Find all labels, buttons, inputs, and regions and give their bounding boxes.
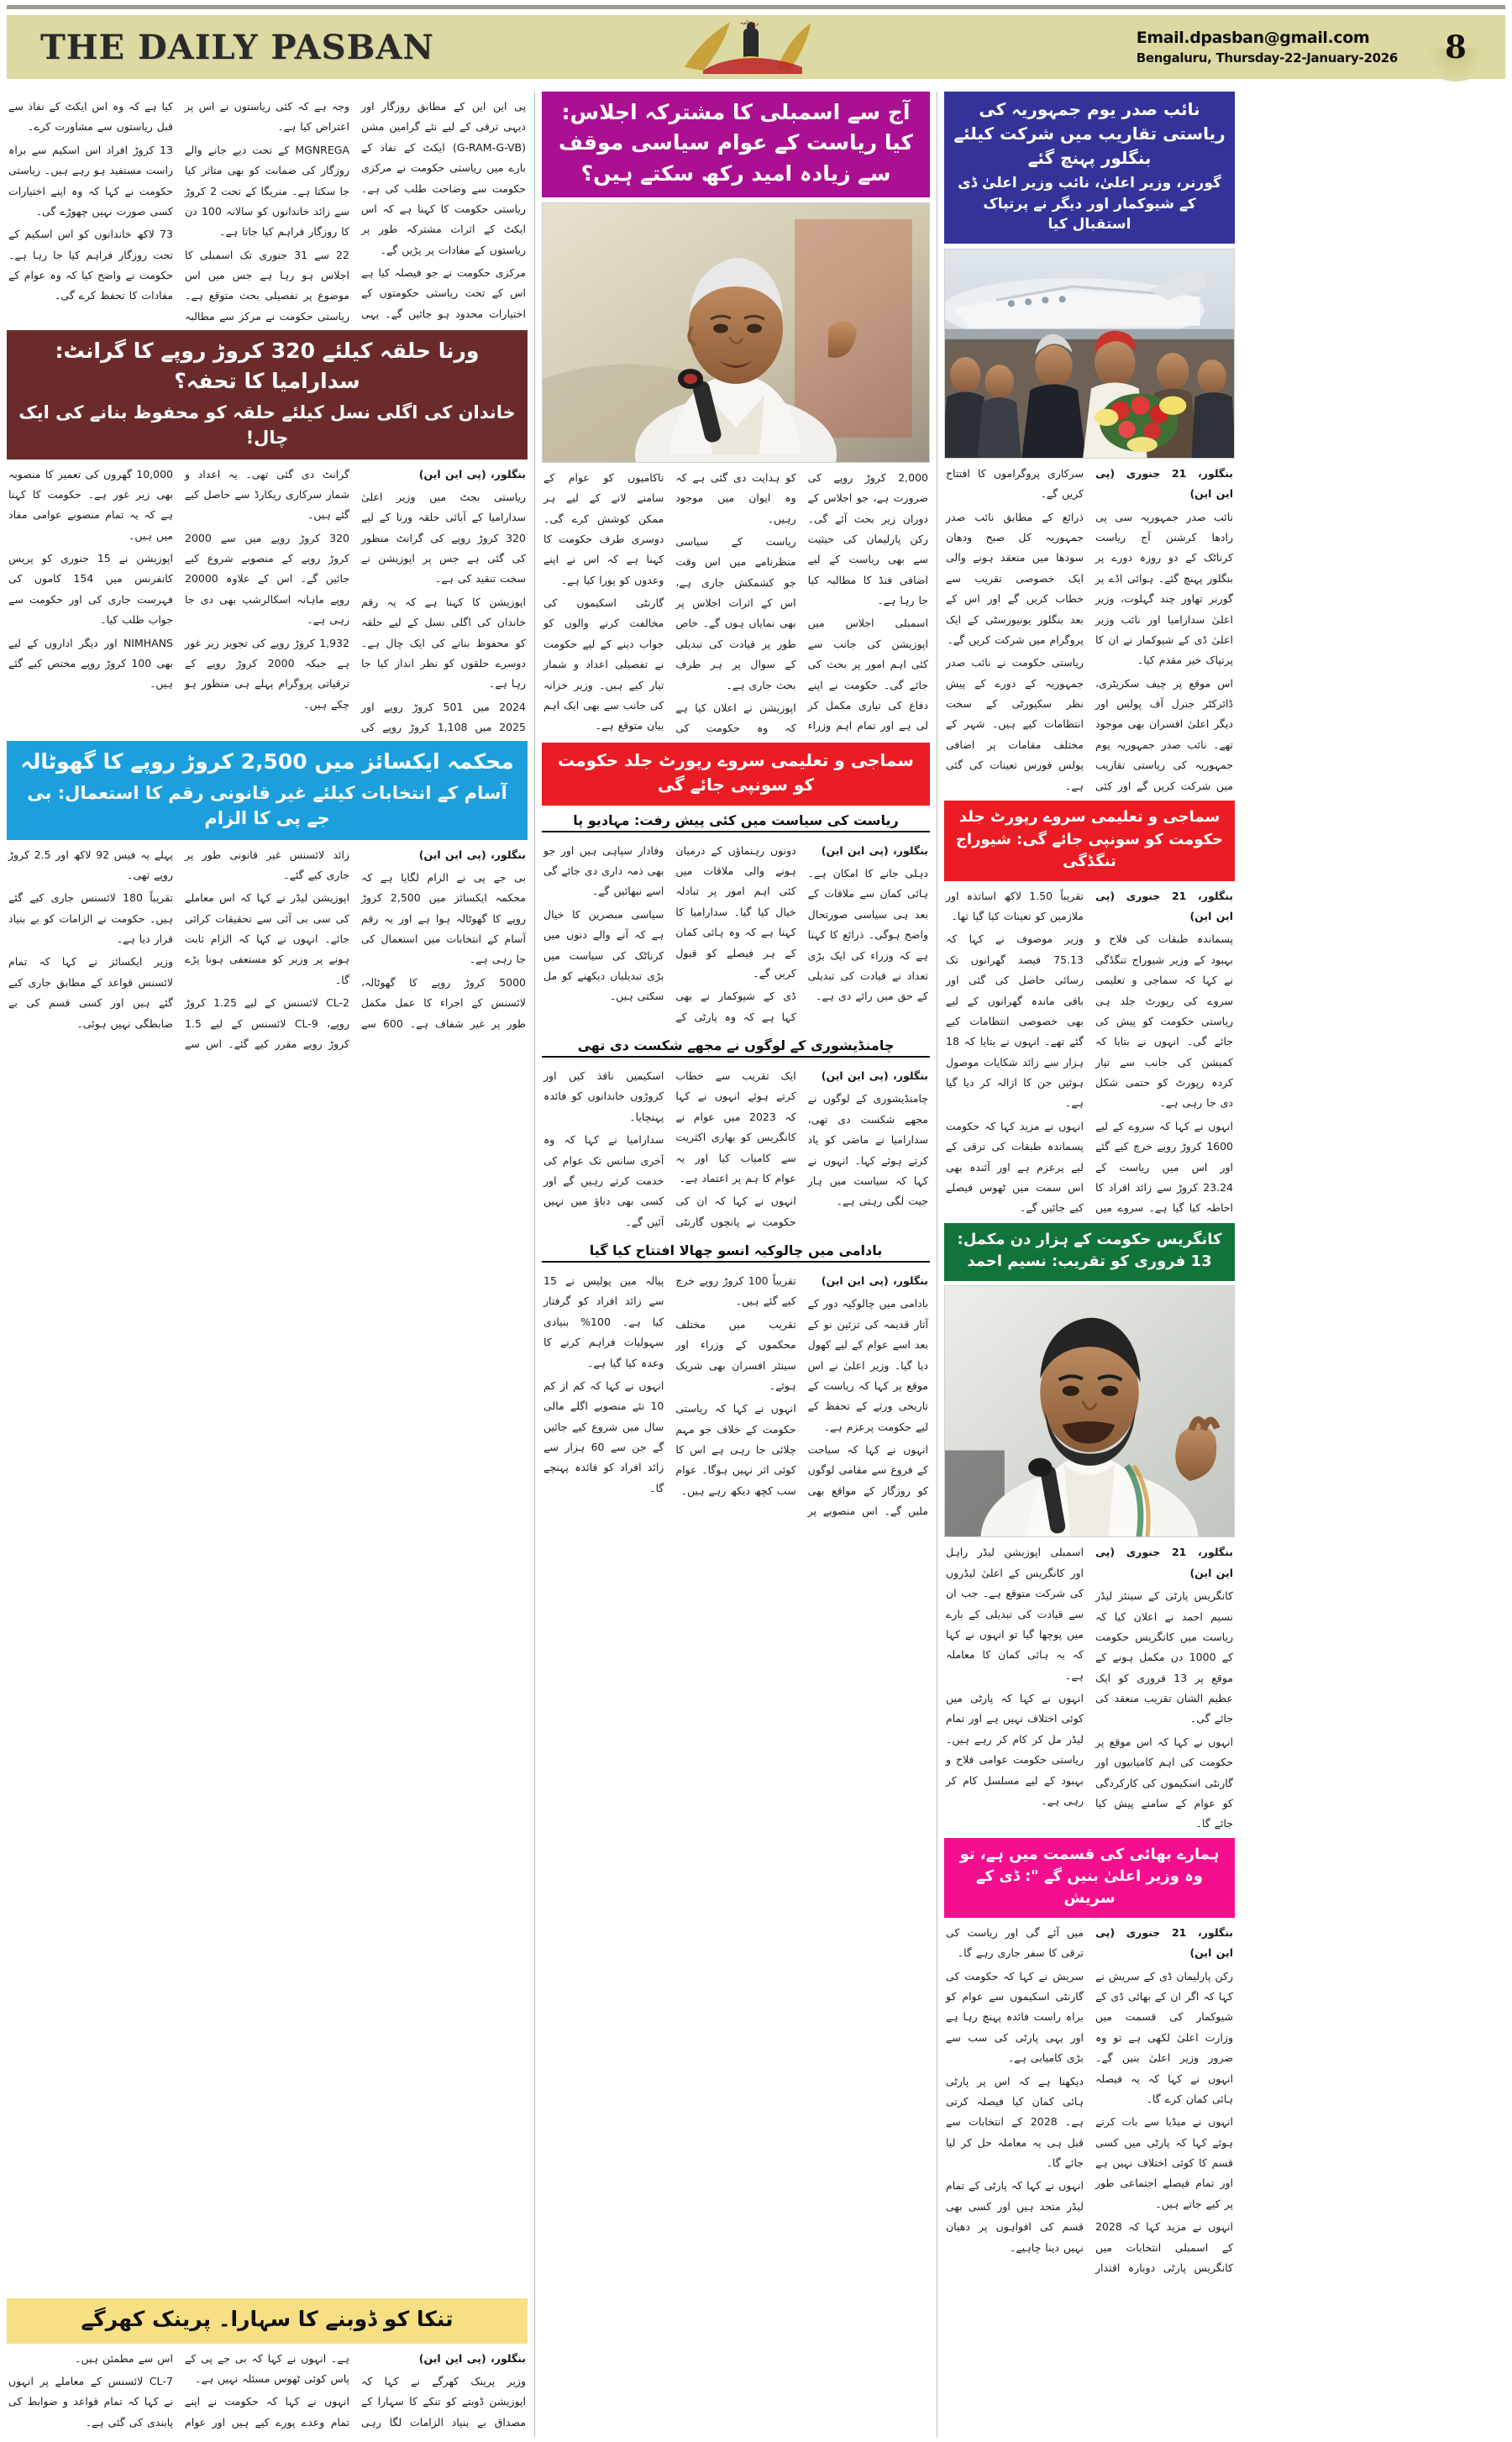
banner-vice-president-visit (944, 92, 1235, 244)
paragraph: اسمبلی اپوزیشن لیڈر راہل اور کانگریس کے اعلیٰ لیڈروں کی شرکت متوقع ہے۔ جب ان سے قیادت کی تبدیلی کے بارے میں پوچھا گیا تو انہوں نے کہا کہ یہ ہائی کمان کا معاملہ ہے۔ (946, 1546, 1084, 1682)
left-column (944, 92, 1235, 2437)
paragraph: اپوزیشن نے 15 جنوری کو پریس کانفرنس میں 154 کاموں کی فہرست جاری کی اور حکومت سے جواب طلب کیا۔ (8, 552, 173, 627)
paragraph: MGNREGA کے تحت دیے جانے والے روزگار کی ضمانت کو بھی متاثر کیا جا سکتا ہے۔ منریگا کے تحت 2 کروڑ سے زائد خاندانوں کو سالانہ 100 دن کا روزگار فراہم کیا جاتا ہے۔ (185, 143, 349, 239)
paragraph: NIMHANS اور دیگر اداروں کے لیے بھی 100 کروڑ روپے مختص کیے گئے ہیں۔ (8, 636, 173, 691)
paragraph: 1,932 کروڑ روپے کی تجویز زیر غور ہے جبکہ 2000 کروڑ روپے کے ترقیاتی پروگرام پہلے ہی منظور ہو چکے ہیں۔ (185, 636, 349, 711)
paragraph: نائب صدر جمہوریہ سی پی رادھا کرشنن آج ریاست کرناٹک کے دو روزہ دورے پر بنگلور پہنچ گئے۔ ہوائی اڈے پر گورنر تھاور چند گہلوت، وزیر اعلیٰ سدارامیا اور نائب وزیر اعلیٰ ڈی کے شیوکمار نے ان کا پرتپاک خیر مقدم کیا۔ (1095, 510, 1233, 667)
paragraph: دیکھنا ہے کہ اس پر پارٹی ہائی کمان کیا فیصلہ کرتی ہے۔ 2028 کے انتخابات سے قبل ہی یہ معاملہ حل کر لیا جائے گا۔ (946, 2074, 1084, 2170)
paragraph: انہوں نے مزید کہا کہ حکومت پسماندہ طبقات کی ترقی کے لیے پرعزم ہے اور آئندہ بھی اس سمت میں ٹھوس فیصلے کیے جائیں گے۔ (946, 1119, 1084, 1215)
paragraph: انہوں نے کہا کہ اس موقع پر حکومت کی اہم کامیابیوں اور گارنٹی اسکیموں کی کارکردگی کو عوام کے سامنے پیش کیا جائے گا۔ (1095, 1735, 1233, 1830)
newspaper-page (0, 5, 1512, 2442)
banner-assembly-session (542, 92, 930, 197)
paragraph: اپوزیشن کا کہنا ہے کہ یہ رقم خاندان کی اگلی نسل کے لیے حلقہ کو محفوظ بنانے کی ایک چال ہے۔ دوسرے حلقوں کو نظر انداز کیا جا رہا ہے۔ (361, 595, 526, 691)
banner-line-1: تنکا کو ڈوبنے کا سہارا۔ پرینک کھرگے (81, 2307, 454, 2332)
paragraph: تقریب میں مختلف محکموں کے وزراء اور سینئر افسران بھی شریک ہوئے۔ (675, 1317, 796, 1392)
paragraph: پی این این کے مطابق روزگار اور دیہی ترقی کے لیے نئے گرامین مشن (G-RAM-G-VB) ایکٹ کے نفاذ کے بارے میں ریاستی حکومت نے مرکزی حکومت سے وضاحت طلب کی ہے۔ ریاستی حکومت کا کہنا ہے کہ اس ایکٹ کے اثرات مشترکہ طور پر ریاستوں کے مفادات پر پڑیں گے۔ (361, 100, 526, 256)
paragraph: 10,000 گھروں کی تعمیر کا منصوبہ بھی زیر غور ہے۔ حکومت کا کہنا ہے کہ یہ تمام منصوبے عوامی مفاد میں ہیں۔ (8, 467, 173, 542)
paragraph (1095, 886, 1233, 927)
masthead-title-english: THE DAILY PASBAN (40, 27, 434, 67)
paragraph: 13 کروڑ افراد اس اسکیم سے براہ راست مستفید ہو رہے ہیں۔ ریاستی حکومت نے کہا کہ وہ اپنے اختیارات کسی صورت نہیں چھوڑے گی۔ (8, 143, 173, 218)
paragraph: 320 کروڑ روپے میں سے 2000 کروڑ روپے کے منصوبے شروع کیے جائیں گے۔ اس کے علاوہ 20000 روپے ماہانہ اسکالرشپ بھی دی جا رہی ہے۔ (185, 531, 349, 627)
mid-article-politics (542, 836, 930, 1031)
masthead-urdu-logo (659, 15, 853, 79)
page-number-block (1406, 28, 1505, 66)
paragraph: CL-2 لائسنس کے لیے 1.25 کروڑ روپے، CL-9 لائسنس کے لیے 1.5 کروڑ روپے مقرر کیے گئے۔ اس سے پہلے یہ فیس 92 لاکھ اور 2.5 کروڑ روپے تھی۔ (8, 848, 349, 1050)
paragraph: سدارامیا نے کہا کہ وہ آخری سانس تک عوام کی خدمت کرتے رہیں گے اور کسی بھی دباؤ میں نہیں آئیں گے۔ (543, 1133, 664, 1228)
paragraph: وزیر ایکسائز نے کہا کہ تمام لائسنس قواعد کے مطابق جاری کیے گئے ہیں اور کسی قسم کی بے ضابطگی نہیں ہوئی۔ (8, 955, 173, 1030)
page-number: 8 (1445, 28, 1467, 66)
banner-congress-1000-days (944, 1223, 1235, 1281)
photo-congress-leader (944, 1285, 1235, 1537)
left-article-congress (944, 1537, 1235, 1837)
paragraph: وزیر موصوف نے کہا کہ 75.13 فیصد گھرانوں تک رسائی حاصل کی گئی اور باقی ماندہ گھرانوں کے لیے بھی خصوصی انتظامات کیے گئے تھے۔ انہوں نے بتایا کہ 18 ہزار سے زائد شکایات موصول ہوئیں جن کا ازالہ کر دیا گیا ہے۔ (946, 932, 1084, 1110)
masthead-contact (1137, 29, 1398, 66)
right-column (7, 92, 528, 2437)
banner-varuna-grant (7, 330, 528, 459)
banner-line-1: کانگریس حکومت کے ہزار دن مکمل: 13 فروری کو تقریب: نسیم احمد (957, 1231, 1222, 1271)
left-article-survey (944, 881, 1235, 1224)
banner-survey-report-mid (542, 743, 930, 806)
paragraph: سریش نے کہا کہ حکومت کی گارنٹی اسکیموں سے عوام کو براہ راست فائدہ پہنچ رہا ہے اور یہی پارٹی کی سب سے بڑی کامیابی ہے۔ (946, 1969, 1084, 2065)
paragraph: اسمبلی اجلاس میں اپوزیشن کی جانب سے کئی اہم امور پر بحث کی جائے گی۔ حکومت نے اپنے دفاع کی تیاری مکمل کر لی ہے اور تمام اہم وزراء کو ہدایت دی گئی ہے کہ وہ ایوان میں موجود رہیں۔ (675, 470, 928, 733)
subhead-chamundeshwari: چامنڈیشوری کے لوگوں نے مجھے شکست دی تھی (542, 1037, 930, 1058)
paragraph: 73 لاکھ خاندانوں کو اس اسکیم کے تحت روزگار فراہم کیا جا رہا ہے۔ حکومت نے واضح کیا کہ وہ عوام کے مفادات کا تحفظ کرے گی۔ (8, 228, 173, 302)
paragraph: اپوزیشن نے اعلان کیا ہے کہ وہ حکومت کی ناکامیوں کو عوام کے سامنے لانے کے لیے ہر ممکن کوشش کرے گی۔ دوسری طرف حکومت کا کہنا ہے کہ اس نے اپنے وعدوں کو پورا کیا ہے۔ (543, 470, 796, 735)
paragraph: کانگریس پارٹی کے سینئر لیڈر نسیم احمد نے اعلان کیا کہ ریاست میں کانگریس حکومت کے 1000 دن مکمل ہونے کے موقع پر 13 فروری کو ایک عظیم الشان تقریب منعقد کی جائے گی۔ (1095, 1589, 1234, 1725)
dateline: بنگلور، 21 جنوری (پی این این) (1095, 889, 1233, 923)
paragraph: مرکزی حکومت نے جو فیصلہ کیا ہے اس کے تحت ریاستی حکومتوں کے اختیارات محدود ہو جائیں گے۔ یہی وجہ ہے کہ کئی ریاستوں نے اس پر اعتراض کیا ہے۔ (185, 100, 526, 320)
banner-line-1: نائب صدر یوم جمہوریہ کی ریاستی تقاریب میں شرکت کیلئے بنگلور پہنچ گئے (953, 99, 1226, 168)
paragraph: پیالہ میں پولیس نے 15 سے زائد افراد کو گرفتار کیا ہے۔ 100% بنیادی سہولیات فراہم کرنے کا وعدہ کیا گیا ہے۔ (543, 1274, 664, 1369)
paragraph: ریاستی حکومت نے نائب صدر جمہوریہ کے دورے کے پیش نظر سکیورٹی کے سخت انتظامات کیے ہیں۔ شہر کے مختلف مقامات پر اضافی پولس فورس تعینات کی گئی ہے۔ (946, 656, 1084, 792)
banner-line-2: خاندان کی اگلی نسل کیلئے حلقہ کو محفوظ بنانے کی ایک چال! (18, 402, 516, 449)
dateline: بنگلور، (پی این این) (418, 467, 526, 481)
paragraph: ذرائع کے مطابق نائب صدر جمہوریہ کل صبح ودھان سودھا میں منعقد ہونے والی ایک خصوصی تقریب سے خطاب کریں گے اور اس کے بعد بنگلور یونیورسٹی کے ایک پروگرام میں شرکت کریں گے۔ (946, 510, 1084, 646)
banner-line-1: ہمارے بھائی کی قسمت میں ہے، تو وہ وزیر اعلیٰ بنیں گے ": ڈی کے سریش (959, 1845, 1220, 1907)
right-article-varuna (7, 460, 528, 742)
dateline: بنگلور، (پی این این) (821, 843, 928, 857)
paragraph: 7-CL لائسنس کے معاملے پر انہوں نے کہا کہ تمام قواعد و ضوابط کی پابندی کی گئی ہے۔ (8, 2374, 173, 2429)
banner-line-1: آج سے اسمبلی کا مشترکہ اجلاس: کیا ریاست کے عوام سیاسی موقف سے زیادہ امید رکھ سکتے ہیں؟ (558, 100, 914, 186)
paragraph (1095, 1542, 1233, 1583)
paragraph (808, 841, 928, 861)
paragraph: بی جے پی نے الزام لگایا ہے کہ محکمہ ایکسائز میں 2,500 کروڑ روپے کا گھوٹالہ ہوا ہے اور یہ رقم آسام کے انتخابات میں استعمال کی جا رہی ہے۔ (361, 870, 526, 966)
paragraph (361, 845, 526, 865)
paragraph: چامنڈیشوری کے لوگوں نے مجھے شکست دی تھی، سدارامیا نے ماضی کو یاد کرتے ہوئے کہا۔ انہوں نے کہا کہ سیاست میں ہار جیت لگی رہتی ہے۔ (807, 1092, 928, 1208)
paragraph: انہوں نے میڈیا سے بات کرتے ہوئے کہا کہ پارٹی میں کسی قسم کا کوئی اختلاف نہیں ہے اور تمام فیصلے اجتماعی طور پر کیے جاتے ہیں۔ (1095, 2115, 1233, 2210)
masthead (7, 15, 1505, 79)
banner-line-1: سماجی و تعلیمی سروے رپورٹ جلد حکومت کو سونپی جائے گی (558, 749, 914, 795)
banner-line-2: آسام کے انتخابات کیلئے غیر قانونی رقم کا استعمال: بی جے پی کا الزام (27, 782, 507, 829)
paragraph (361, 465, 526, 485)
left-article-suresh (944, 1918, 1235, 2437)
left-article-vp (944, 459, 1235, 801)
banner-survey-report-left (944, 801, 1235, 880)
dateline: بنگلور، (پی این این) (821, 1069, 928, 1082)
paragraph: انہوں نے کہا کہ کم از کم 10 نئے منصوبے اگلے مالی سال میں شروع کیے جائیں گے جن سے 60 ہزار سے زائد افراد کو فائدہ پہنچے گا۔ (543, 1379, 664, 1494)
paragraph (808, 1066, 928, 1086)
paragraph: ریاست کے سیاسی منظرنامے میں اس وقت جو کشمکش جاری ہے، اس کے اثرات اجلاس پر بھی نمایاں ہوں گے۔ خاص طور پر قیادت کی تبدیلی کے سوال پر ہر طرف بحث جاری ہے۔ (675, 534, 796, 691)
middle-column (542, 92, 930, 2437)
dateline: بنگلور، (پی این این) (418, 2351, 526, 2365)
paragraph: تقریباً 180 لائسنس جاری کیے گئے ہیں۔ حکومت نے الزامات کو بے بنیاد قرار دیا ہے۔ (8, 891, 174, 945)
dateline: بنگلور، 21 جنوری (پی این این) (1095, 1925, 1233, 1960)
right-article-excise (7, 840, 528, 2299)
paragraph: سیاسی مبصرین کا خیال ہے کہ آنے والے دنوں میں کرناٹک کی سیاست میں بڑی تبدیلیاں دیکھنے کو مل سکتی ہیں۔ (543, 907, 664, 1003)
paragraph (808, 1271, 928, 1291)
masthead-place-date: Bengaluru, Thursday-22-January-2026 (1136, 50, 1398, 66)
subhead-state-politics: ریاست کی سیاست میں کئی پیش رفت: مہادیو پا (542, 812, 930, 832)
paragraph: انہوں نے کہا کہ سیاحت کے فروغ سے مقامی لوگوں کو روزگار کے مواقع بھی ملیں گے۔ اس منصوبے پر تقریباً 100 کروڑ روپے خرچ کیے گئے ہیں۔ (675, 1274, 928, 1518)
banner-line-1: محکمہ ایکسائز میں 2,500 کروڑ روپے کا گھوٹالہ (20, 749, 514, 775)
dateline: بنگلور، (پی این این) (821, 1274, 928, 1287)
paragraph: انہوں نے کہا کہ سروے کے لیے 1600 کروڑ روپے خرچ کیے گئے اور اس میں ریاست کے 23.24 کروڑ سے زائد افراد کا احاطہ کیا گیا ہے۔ سروے میں تقریباً 1.50 لاکھ اساتذہ اور ملازمین کو تعینات کیا گیا تھا۔ (946, 889, 1233, 1215)
mid-article-assembly (542, 463, 930, 743)
paragraph: انہوں نے کہا کہ حکومت نے اپنے تمام وعدے پورے کیے ہیں اور عوام اس سے مطمئن ہیں۔ (75, 2351, 349, 2429)
right-article-top (7, 92, 528, 330)
paragraph: انہوں نے مزید کہا کہ 2028 کے اسمبلی انتخابات میں کانگریس پارٹی دوبارہ اقتدار میں آئے گی اور ریاست کی ترقی کا سفر جاری رہے گا۔ (946, 1925, 1233, 2274)
paragraph: 5000 کروڑ روپے کا گھوٹالہ، لائسنس کے اجراء کا عمل مکمل طور پر غیر شفاف ہے۔ 600 سے زائد لائسنس غیر قانونی طور پر جاری کیے گئے۔ (185, 848, 526, 1030)
paragraph: انہوں نے کہا کہ پارٹی میں کوئی اختلاف نہیں ہے اور تمام لیڈر مل کر کام کر رہے ہیں۔ ریاستی حکومت عوامی فلاح و بہبود کے لیے مسلسل کام کر رہی ہے۔ (946, 1692, 1084, 1807)
paragraph: اس موقع پر چیف سکریٹری، ڈائرکٹر جنرل آف پولس اور دیگر اعلیٰ افسران بھی موجود تھے۔ نائب صدر جمہوریہ یوم جمہوریہ کی ریاستی تقاریب میں شرکت کریں گے اور کئی سرکاری پروگراموں کا افتتاح کریں گے۔ (946, 466, 1233, 792)
subhead-badami: بادامی میں چالوکیہ انسو چھالا افتتاح کیا گیا (542, 1242, 930, 1263)
paragraph: 2024 میں 501 کروڑ روپے اور 2025 میں 1,108 کروڑ روپے کی گرانٹ دی گئی تھی۔ یہ اعداد و شمار سرکاری ریکارڈ سے حاصل کیے گئے ہیں۔ (185, 467, 526, 733)
column-divider (534, 92, 535, 2437)
photo-siddaramaiah (542, 202, 930, 463)
photo-airport-welcome (944, 249, 1235, 459)
paragraph (361, 2349, 526, 2369)
paragraph (1095, 1923, 1233, 1964)
paragraph: 22 سے 31 جنوری تک اسمبلی کا اجلاس ہو رہا ہے جس میں اس موضوع پر تفصیلی بحث متوقع ہے۔ ریاستی حکومت نے مرکز سے مطالبہ کیا ہے کہ وہ اس ایکٹ کے نفاذ سے قبل ریاستوں سے مشاورت کرے۔ (8, 100, 349, 323)
paragraph: دہلی جانے کا امکان ہے۔ ہائی کمان سے ملاقات کے بعد ہی سیاسی صورتحال واضح ہوگی۔ ذرائع کا کہنا ہے کہ وزراء کی ایک بڑی تعداد نے قیادت کی تبدیلی کے حق میں رائے دی ہے۔ (807, 867, 928, 1003)
dateline: بنگلور، 21 جنوری (پی این این) (1095, 1546, 1233, 1579)
masthead-top-rule (7, 5, 1505, 9)
paragraph: ڈی کے شیوکمار نے بھی کہا ہے کہ وہ پارٹی کے وفادار سپاہی ہیں اور جو بھی ذمہ داری دی جائے گی اسے نبھائیں گے۔ (543, 843, 796, 1023)
dateline: بنگلور، (پی این این) (418, 848, 526, 861)
paragraph: انہوں نے کہا کہ پارٹی کے تمام لیڈر متحد ہیں اور کسی بھی قسم کی افواہوں پر دھیان نہیں دینا چاہیے۔ (946, 2179, 1084, 2254)
paragraph (1095, 464, 1233, 505)
paragraph: رکن پارلیمان ڈی کے سریش نے کہا کہ اگر ان کے بھائی ڈی کے شیوکمار کی قسمت میں وزارت اعلیٰ لکھی ہے تو وہ ضرور وزیر اعلیٰ بنیں گے۔ انہوں نے کہا کہ یہ فیصلہ ہائی کمان کرے گا۔ (1095, 1969, 1233, 2105)
banner-line-2: گورنر، وزیر اعلیٰ، نائب وزیر اعلیٰ ڈی کے شیوکمار اور دیگر نے پرتپاک استقبال کیا (958, 175, 1221, 234)
banner-dk-suresh (944, 1838, 1235, 1918)
paragraph: اپوزیشن لیڈر نے کہا کہ اس معاملے کی سی بی آئی سے تحقیقات کرائی جائے۔ انہوں نے کہا کہ الزام ثابت ہونے پر وزیر کو مستعفی ہونا پڑے گا۔ (185, 891, 349, 986)
banner-line-1: سماجی و تعلیمی سروے رپورٹ جلد حکومت کو سونپی جائے گی: شیوراج تنگڈگی (955, 808, 1224, 870)
paragraph: 2,000 کروڑ روپے کی ضرورت ہے، جو اجلاس کے دوران زیر بحث آئے گی۔ رکن پارلیمان کی حیثیت سے بھی ریاست کے لیے اضافی فنڈ کا مطالبہ کیا جا رہا ہے۔ (807, 470, 928, 607)
paragraph: انہوں نے کہا کہ ریاستی حکومت کے خلاف جو مہم چلائی جا رہی ہے اس کا کوئی اثر نہیں ہوگا۔ عوام سب کچھ دیکھ رہے ہیں۔ (675, 1402, 796, 1497)
masthead-email: Email.dpasban@gmail.com (1136, 29, 1370, 47)
paragraph: بادامی میں چالوکیہ دور کے آثار قدیمہ کی تزئین نو کے بعد اسے عوام کے لیے کھول دیا گیا۔ وزیر اعلیٰ نے اس موقع پر کہا کہ ریاست کے تاریخی ورثے کے تحفظ کے لیے حکومت پرعزم ہے۔ (807, 1297, 928, 1433)
svg-text:روزنامہ: روزنامہ (739, 19, 759, 26)
paragraph: گارنٹی اسکیموں کی مخالفت کرنے والوں کو جواب دینے کے لیے حکومت نے تفصیلی اعداد و شمار تیار کیے ہیں۔ وزیر خزانہ کی جانب سے بھی ایک اہم بیان متوقع ہے۔ (543, 596, 664, 733)
banner-line-1: ورنا حلقہ کیلئے 320 کروڑ روپے کا گرانٹ: سدارامیا کا تحفہ؟ (55, 339, 480, 394)
right-article-kharge (7, 2344, 528, 2438)
paragraph: پسماندہ طبقات کی فلاح و بہبود کے وزیر شیوراج تنگڈگی نے کہا کہ سماجی و تعلیمی سروے کی رپورٹ جلد ہی ریاستی حکومت کو پیش کی جائے گی۔ انہوں نے بتایا کہ کمیشن کی جانب سے تیار کردہ رپورٹ کو حتمی شکل دی جا رہی ہے۔ (1095, 932, 1233, 1110)
dateline: بنگلور، 21 جنوری (پی این این) (1095, 466, 1233, 501)
banner-excise-scam (7, 741, 528, 839)
banner-priyank-kharge (7, 2298, 528, 2343)
paragraph: وزیر پرینک کھرگے نے کہا کہ اپوزیشن ڈوبتے کو تنکے کا سہارا کے مصداق بے بنیاد الزامات لگا رہی ہے۔ انہوں نے کہا کہ بی جے پی کے پاس کوئی ٹھوس مسئلہ نہیں ہے۔ (185, 2351, 526, 2429)
mid-article-badami (542, 1266, 930, 2437)
paragraph: ایک تقریب سے خطاب کرتے ہوئے انہوں نے کہا کہ 2023 میں عوام نے کانگریس کو بھاری اکثریت سے کامیاب کیا اور یہ عوام کا ہم پر اعتماد ہے۔ (675, 1069, 796, 1184)
mid-article-chamundeshwari (542, 1061, 930, 1236)
paragraph: ریاستی بجٹ میں وزیر اعلیٰ سدارامیا کے آبائی حلقہ ورنا کے لیے 320 کروڑ روپے کی گرانٹ منظور کی گئی ہے جس پر اپوزیشن نے سخت تنقید کی ہے۔ (361, 490, 526, 586)
page-body-grid (7, 92, 1505, 2437)
paragraph: انہوں نے کہا کہ ان کی حکومت نے پانچوں گارنٹی اسکیمیں نافذ کیں اور کروڑوں خاندانوں کو فائدہ پہنچایا۔ (543, 1069, 796, 1228)
paragraph: دونوں رہنماؤں کے درمیان ہونے والی ملاقات میں کئی اہم امور پر تبادلہ خیال کیا گیا۔ سدارامیا کا کہنا ہے کہ وہ ہائی کمان کے ہر فیصلے کو قبول کریں گے۔ (675, 843, 796, 979)
